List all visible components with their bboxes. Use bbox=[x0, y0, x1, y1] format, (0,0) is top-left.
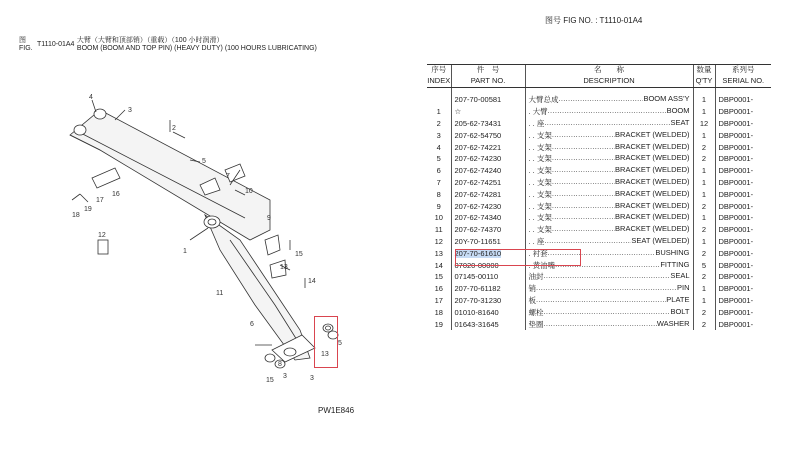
leader-dots bbox=[544, 319, 657, 330]
desc-en: PLATE bbox=[666, 294, 690, 304]
row-serial: DBP0001- bbox=[715, 153, 771, 165]
desc-en: BUSHING bbox=[655, 247, 690, 257]
part-number[interactable]: 207-62-74370 bbox=[454, 225, 502, 235]
row-part-no[interactable] bbox=[451, 88, 525, 106]
row-serial: DBP0001- bbox=[715, 259, 771, 271]
figure-title-en: BOOM (BOOM AND TOP PIN) (HEAVY DUTY) (100 HOURS LUBRICATING) bbox=[76, 45, 317, 52]
part-number[interactable]: 207-62-74281 bbox=[454, 189, 502, 199]
figure-number-header bbox=[545, 16, 642, 25]
row-description bbox=[525, 236, 693, 248]
part-number[interactable]: 207-62-74240 bbox=[454, 166, 502, 176]
callout-11: 11 bbox=[216, 290, 224, 297]
part-number[interactable]: 207-70-00581 bbox=[454, 95, 502, 105]
table-row bbox=[427, 236, 771, 248]
part-number[interactable]: 207-62-54750 bbox=[454, 130, 502, 140]
row-index: 1 bbox=[436, 107, 441, 117]
desc-zh: . . 座 bbox=[528, 118, 545, 128]
row-description bbox=[525, 318, 693, 330]
row-part-no[interactable] bbox=[451, 153, 525, 165]
callout-12: 12 bbox=[98, 232, 106, 239]
row-index: 5 bbox=[436, 154, 441, 164]
table-row bbox=[427, 153, 771, 165]
table-row bbox=[427, 88, 771, 106]
leader-dots bbox=[544, 236, 631, 247]
row-serial: DBP0001- bbox=[715, 141, 771, 153]
figure-number: T1110-01A4 bbox=[36, 41, 75, 48]
callout-16: 16 bbox=[112, 191, 120, 198]
row-serial: DBP0001- bbox=[715, 165, 771, 177]
callout-17: 17 bbox=[96, 197, 104, 204]
desc-zh: 垫圈 bbox=[528, 319, 544, 329]
row-part-no[interactable] bbox=[451, 271, 525, 283]
col-qty-zh: 数量 bbox=[693, 65, 715, 77]
table-row bbox=[427, 177, 771, 189]
part-number[interactable]: 01010-81640 bbox=[454, 307, 499, 317]
desc-en: BRACKET (WELDED) bbox=[615, 200, 690, 210]
row-part-no[interactable] bbox=[451, 224, 525, 236]
row-index: 17 bbox=[434, 295, 443, 305]
row-index: 7 bbox=[436, 177, 441, 187]
leader-dots bbox=[536, 295, 666, 306]
table-header-zh bbox=[427, 65, 771, 77]
callout-7: 7 bbox=[226, 173, 230, 180]
part-number[interactable]: 07145-00110 bbox=[454, 272, 499, 282]
row-index: 6 bbox=[436, 166, 441, 176]
figure-number-value: T1110-01A4 bbox=[599, 16, 643, 25]
leader-dots bbox=[544, 118, 670, 129]
callout-9: 9 bbox=[267, 215, 271, 222]
desc-en: SEAL bbox=[670, 271, 690, 281]
callout-3a: 3 bbox=[128, 107, 132, 114]
desc-en: SEAT (WELDED) bbox=[631, 235, 690, 245]
leader-dots bbox=[552, 165, 615, 176]
desc-zh: . 衬套 bbox=[528, 248, 548, 258]
row-index: 4 bbox=[436, 142, 441, 152]
row-description bbox=[525, 212, 693, 224]
leader-dots bbox=[552, 130, 615, 141]
desc-zh: 销 bbox=[528, 284, 536, 294]
part-number[interactable]: 207-70-31230 bbox=[454, 295, 502, 305]
leader-dots bbox=[552, 201, 615, 212]
row-description bbox=[525, 224, 693, 236]
desc-zh: . . 座 bbox=[528, 236, 545, 246]
part-number[interactable]: 01643-31645 bbox=[454, 319, 499, 329]
part-number[interactable]: 207-62-74340 bbox=[454, 213, 502, 223]
col-desc-en: DESCRIPTION bbox=[525, 76, 693, 88]
table-row bbox=[427, 141, 771, 153]
desc-zh: . 黄油嘴 bbox=[528, 260, 556, 270]
row-qty: 2 bbox=[693, 153, 715, 165]
row-description bbox=[525, 200, 693, 212]
desc-zh: 螺栓 bbox=[528, 307, 544, 317]
row-description bbox=[525, 295, 693, 307]
row-description bbox=[525, 88, 693, 106]
row-part-no[interactable] bbox=[451, 283, 525, 295]
row-qty: 2 bbox=[693, 224, 715, 236]
col-qty-en: Q'TY bbox=[693, 76, 715, 88]
table-row bbox=[427, 129, 771, 141]
figure-label bbox=[19, 37, 35, 53]
table-row bbox=[427, 295, 771, 307]
row-serial: DBP0001- bbox=[715, 106, 771, 118]
col-serial-en: SERIAL NO. bbox=[715, 76, 771, 88]
row-index: 3 bbox=[436, 130, 441, 140]
desc-en: BRACKET (WELDED) bbox=[615, 129, 690, 139]
col-desc-zh: 名 称 bbox=[525, 65, 693, 77]
callout-15a: 15 bbox=[295, 251, 303, 258]
col-index-en: INDEX bbox=[427, 76, 451, 88]
parts-table bbox=[427, 64, 771, 330]
desc-zh: 大臂总成 bbox=[528, 95, 559, 105]
desc-en: WASHER bbox=[656, 318, 690, 328]
part-number[interactable]: 207-70-61182 bbox=[454, 284, 501, 294]
row-part-no[interactable] bbox=[451, 236, 525, 248]
col-part-zh: 件 号 bbox=[451, 65, 525, 77]
desc-zh: . . 支架 bbox=[528, 201, 552, 211]
callout-2: 2 bbox=[172, 125, 176, 132]
callout-14: 14 bbox=[308, 278, 316, 285]
desc-zh: . . 支架 bbox=[528, 225, 552, 235]
desc-zh: 板 bbox=[528, 295, 536, 305]
callout-6: 6 bbox=[250, 321, 254, 328]
desc-en: SEAT bbox=[670, 117, 690, 127]
desc-zh: . . 支架 bbox=[528, 213, 552, 223]
leader-dots bbox=[548, 106, 667, 117]
row-description bbox=[525, 141, 693, 153]
callout-4: 4 bbox=[89, 94, 93, 101]
row-part-no[interactable] bbox=[451, 129, 525, 141]
row-index bbox=[427, 88, 451, 106]
row-serial: DBP0001- bbox=[715, 318, 771, 330]
table-row bbox=[427, 212, 771, 224]
leader-dots bbox=[544, 271, 671, 282]
row-part-no[interactable] bbox=[451, 212, 525, 224]
row-part-no[interactable] bbox=[451, 118, 525, 130]
row-serial: DBP0001- bbox=[715, 306, 771, 318]
leader-dots bbox=[544, 307, 671, 318]
callout-3c: 3 bbox=[310, 375, 314, 382]
row-serial: DBP0001- bbox=[715, 129, 771, 141]
part-number[interactable]: 207-62-74221 bbox=[454, 142, 502, 152]
row-description bbox=[525, 165, 693, 177]
desc-zh: 油封 bbox=[528, 272, 544, 282]
row-part-no[interactable] bbox=[451, 106, 525, 118]
desc-zh: . 大臂 bbox=[528, 107, 548, 117]
row-serial: DBP0001- bbox=[715, 177, 771, 189]
row-serial: DBP0001- bbox=[715, 236, 771, 248]
desc-zh: . . 支架 bbox=[528, 189, 552, 199]
row-qty: 1 bbox=[693, 283, 715, 295]
part-number[interactable]: ☆ bbox=[454, 107, 462, 117]
row-qty: 1 bbox=[693, 188, 715, 200]
row-qty: 1 bbox=[693, 236, 715, 248]
row-qty: 2 bbox=[693, 271, 715, 283]
boom-exploded-drawing bbox=[40, 90, 360, 400]
table-row bbox=[427, 318, 771, 330]
desc-en: FITTING bbox=[660, 259, 690, 269]
desc-en: BRACKET (WELDED) bbox=[615, 188, 690, 198]
desc-en: BRACKET (WELDED) bbox=[615, 141, 690, 151]
row-serial: DBP0001- bbox=[715, 271, 771, 283]
row-qty: 1 bbox=[693, 129, 715, 141]
leader-dots bbox=[552, 212, 615, 223]
part-number[interactable]: 20Y-70-11651 bbox=[454, 236, 501, 246]
callout-1: 1 bbox=[183, 248, 187, 255]
callout-5: 5 bbox=[202, 158, 206, 165]
row-serial: DBP0001- bbox=[715, 118, 771, 130]
desc-en: BOOM ASS'Y bbox=[643, 94, 690, 104]
desc-en: BRACKET (WELDED) bbox=[615, 224, 690, 234]
part-number[interactable]: 207-70-61610 bbox=[454, 248, 502, 258]
row-description bbox=[525, 118, 693, 130]
row-serial: DBP0001- bbox=[715, 88, 771, 106]
row-index: 15 bbox=[434, 272, 443, 282]
row-qty: 1 bbox=[693, 165, 715, 177]
row-part-no[interactable] bbox=[451, 295, 525, 307]
table-row bbox=[427, 118, 771, 130]
row-index: 16 bbox=[434, 284, 443, 294]
part-number[interactable]: 205-62-73431 bbox=[454, 118, 502, 128]
figure-title-block bbox=[19, 37, 317, 53]
table-row bbox=[427, 200, 771, 212]
row-index: 8 bbox=[436, 189, 441, 199]
row-qty: 2 bbox=[693, 318, 715, 330]
row-qty: 5 bbox=[693, 259, 715, 271]
desc-en: BRACKET (WELDED) bbox=[615, 176, 690, 186]
row-serial: DBP0001- bbox=[715, 224, 771, 236]
row-qty: 1 bbox=[693, 106, 715, 118]
callout-8: 8 bbox=[278, 361, 282, 368]
row-qty: 2 bbox=[693, 141, 715, 153]
desc-zh: . . 支架 bbox=[528, 166, 552, 176]
row-part-no[interactable] bbox=[451, 318, 525, 330]
row-part-no[interactable] bbox=[451, 188, 525, 200]
desc-en: BOLT bbox=[670, 306, 690, 316]
callout-13a: 13 bbox=[280, 264, 288, 271]
row-description bbox=[525, 306, 693, 318]
row-qty: 1 bbox=[693, 88, 715, 106]
row-qty: 12 bbox=[693, 118, 715, 130]
leader-dots bbox=[536, 283, 677, 294]
row-qty: 2 bbox=[693, 306, 715, 318]
desc-en: PIN bbox=[676, 283, 690, 293]
col-part-en: PART NO. bbox=[451, 76, 525, 88]
figure-label-zh: 图 bbox=[19, 37, 26, 44]
row-part-no[interactable] bbox=[451, 177, 525, 189]
row-qty: 2 bbox=[693, 247, 715, 259]
row-qty: 1 bbox=[693, 177, 715, 189]
row-index: 10 bbox=[434, 213, 443, 223]
figure-label-en: FIG. bbox=[19, 45, 33, 52]
row-serial: DBP0001- bbox=[715, 295, 771, 307]
figure-title-zh: 大臂（大臂和顶部销）（重载）（100 小时润滑） bbox=[76, 37, 224, 44]
callout-18: 18 bbox=[72, 212, 80, 219]
desc-zh: . . 支架 bbox=[528, 177, 552, 187]
table-row bbox=[427, 188, 771, 200]
part-number[interactable]: 07020-00000 bbox=[454, 260, 499, 270]
row-serial: DBP0001- bbox=[715, 188, 771, 200]
table-row bbox=[427, 283, 771, 295]
table-row bbox=[427, 224, 771, 236]
row-index: 2 bbox=[436, 118, 441, 128]
figure-title bbox=[77, 37, 317, 53]
callout-13b: 13 bbox=[321, 351, 329, 358]
row-serial: DBP0001- bbox=[715, 200, 771, 212]
row-index: 13 bbox=[434, 248, 443, 258]
leader-dots bbox=[552, 177, 615, 188]
row-qty: 1 bbox=[693, 212, 715, 224]
part-number[interactable]: 207-62-74251 bbox=[454, 177, 502, 187]
row-index: 9 bbox=[436, 201, 441, 211]
callout-15b: 15 bbox=[266, 377, 274, 384]
callout-10: 10 bbox=[245, 188, 253, 195]
callout-19: 19 bbox=[84, 206, 92, 213]
callout-5b: 5 bbox=[338, 340, 342, 347]
figure-number-label: 图号 FIG NO. : bbox=[545, 16, 598, 25]
row-description bbox=[525, 283, 693, 295]
col-index-zh: 序号 bbox=[427, 65, 451, 77]
leader-dots bbox=[552, 153, 615, 164]
drawing-highlight-box bbox=[314, 316, 338, 368]
table-highlight-box bbox=[455, 249, 581, 266]
row-description bbox=[525, 153, 693, 165]
desc-en: BRACKET (WELDED) bbox=[615, 153, 690, 163]
row-qty: 1 bbox=[693, 295, 715, 307]
leader-dots bbox=[552, 142, 615, 153]
row-index: 18 bbox=[434, 307, 443, 317]
row-index: 11 bbox=[434, 225, 443, 235]
row-part-no[interactable] bbox=[451, 165, 525, 177]
table-header-en bbox=[427, 76, 771, 88]
row-description bbox=[525, 106, 693, 118]
row-part-no[interactable] bbox=[451, 306, 525, 318]
desc-en: BRACKET (WELDED) bbox=[615, 212, 690, 222]
table-row bbox=[427, 165, 771, 177]
table-row bbox=[427, 271, 771, 283]
desc-zh: . . 支架 bbox=[528, 154, 552, 164]
row-qty: 2 bbox=[693, 200, 715, 212]
leader-dots bbox=[559, 94, 644, 105]
leader-dots bbox=[552, 224, 615, 235]
row-index: 12 bbox=[434, 236, 443, 246]
desc-zh: . . 支架 bbox=[528, 130, 552, 140]
row-description bbox=[525, 188, 693, 200]
part-number[interactable]: 207-62-74230 bbox=[454, 201, 502, 211]
col-serial-zh: 系列号 bbox=[715, 65, 771, 77]
row-serial: DBP0001- bbox=[715, 283, 771, 295]
table-row bbox=[427, 106, 771, 118]
row-index: 14 bbox=[434, 260, 443, 270]
row-serial: DBP0001- bbox=[715, 212, 771, 224]
table-row bbox=[427, 306, 771, 318]
callout-3b: 3 bbox=[283, 373, 287, 380]
desc-en: BRACKET (WELDED) bbox=[615, 165, 690, 175]
row-description bbox=[525, 129, 693, 141]
drawing-code: PW1E846 bbox=[318, 406, 355, 415]
row-serial: DBP0001- bbox=[715, 247, 771, 259]
desc-zh: . . 支架 bbox=[528, 142, 552, 152]
desc-en: BOOM bbox=[666, 106, 690, 116]
row-index: 19 bbox=[434, 319, 443, 329]
row-part-no[interactable] bbox=[451, 141, 525, 153]
leader-dots bbox=[552, 189, 615, 200]
part-number[interactable]: 207-62-74230 bbox=[454, 154, 502, 164]
row-description bbox=[525, 177, 693, 189]
row-part-no[interactable] bbox=[451, 200, 525, 212]
row-description bbox=[525, 271, 693, 283]
